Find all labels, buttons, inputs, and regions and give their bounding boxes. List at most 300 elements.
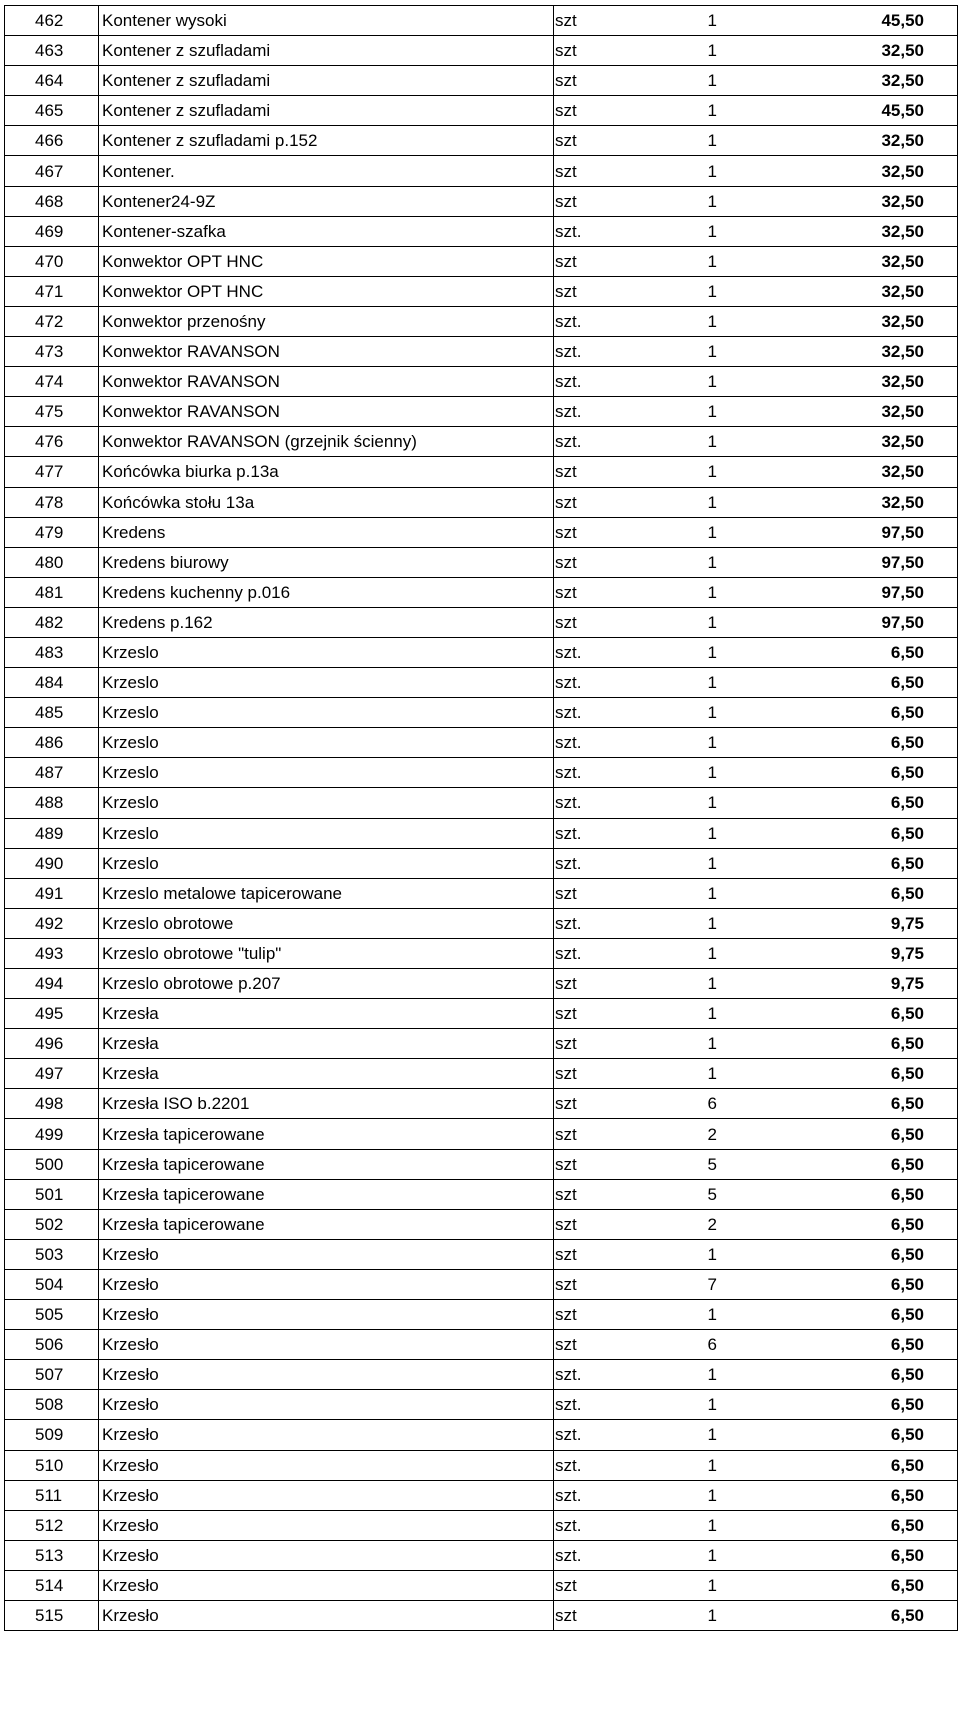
item-name-cell: Krzesło — [99, 1420, 554, 1450]
price-cell: 6,50 — [777, 1330, 958, 1360]
item-name-cell: Krzeslo — [99, 788, 554, 818]
price-cell: 6,50 — [777, 1390, 958, 1420]
price-cell: 32,50 — [777, 397, 958, 427]
item-name-cell: Kredens biurowy — [99, 547, 554, 577]
price-cell: 32,50 — [777, 246, 958, 276]
table-row — [5, 36, 958, 66]
inventory-table-body — [5, 6, 958, 1631]
item-name-cell: Krzeslo — [99, 758, 554, 788]
row-number-cell: 488 — [5, 788, 99, 818]
quantity-cell: 1 — [651, 637, 777, 667]
price-cell: 32,50 — [777, 156, 958, 186]
quantity-cell: 1 — [651, 577, 777, 607]
item-name-cell: Konwektor OPT HNC — [99, 246, 554, 276]
table-row — [5, 427, 958, 457]
row-number-cell: 500 — [5, 1149, 99, 1179]
item-name-cell: Kredens — [99, 517, 554, 547]
price-cell: 32,50 — [777, 337, 958, 367]
item-name-cell: Konwektor RAVANSON — [99, 367, 554, 397]
unit-cell: szt. — [554, 216, 651, 246]
row-number-cell: 474 — [5, 367, 99, 397]
row-number-cell: 476 — [5, 427, 99, 457]
row-number-cell: 486 — [5, 728, 99, 758]
price-cell: 45,50 — [777, 96, 958, 126]
table-row — [5, 1269, 958, 1299]
table-row — [5, 758, 958, 788]
item-name-cell: Krzesło — [99, 1450, 554, 1480]
unit-cell: szt — [554, 1300, 651, 1330]
item-name-cell: Kontener z szufladami — [99, 36, 554, 66]
row-number-cell: 491 — [5, 878, 99, 908]
table-row — [5, 1390, 958, 1420]
table-row — [5, 1360, 958, 1390]
item-name-cell: Kontener24-9Z — [99, 186, 554, 216]
quantity-cell: 6 — [651, 1330, 777, 1360]
item-name-cell: Krzeslo obrotowe p.207 — [99, 969, 554, 999]
quantity-cell: 1 — [651, 36, 777, 66]
row-number-cell: 472 — [5, 306, 99, 336]
table-row — [5, 1540, 958, 1570]
table-row — [5, 908, 958, 938]
table-row — [5, 1480, 958, 1510]
quantity-cell: 1 — [651, 938, 777, 968]
price-cell: 6,50 — [777, 637, 958, 667]
table-row — [5, 96, 958, 126]
unit-cell: szt — [554, 457, 651, 487]
row-number-cell: 509 — [5, 1420, 99, 1450]
price-cell: 6,50 — [777, 788, 958, 818]
unit-cell: szt. — [554, 637, 651, 667]
quantity-cell: 1 — [651, 457, 777, 487]
price-cell: 97,50 — [777, 607, 958, 637]
quantity-cell: 1 — [651, 66, 777, 96]
quantity-cell: 5 — [651, 1149, 777, 1179]
item-name-cell: Kredens p.162 — [99, 607, 554, 637]
price-cell: 6,50 — [777, 1179, 958, 1209]
quantity-cell: 1 — [651, 758, 777, 788]
price-cell: 6,50 — [777, 1059, 958, 1089]
table-row — [5, 1089, 958, 1119]
row-number-cell: 515 — [5, 1600, 99, 1630]
table-row — [5, 1059, 958, 1089]
row-number-cell: 468 — [5, 186, 99, 216]
quantity-cell: 1 — [651, 1480, 777, 1510]
price-cell: 32,50 — [777, 487, 958, 517]
price-cell: 6,50 — [777, 1269, 958, 1299]
row-number-cell: 467 — [5, 156, 99, 186]
price-cell: 32,50 — [777, 216, 958, 246]
unit-cell: szt — [554, 276, 651, 306]
unit-cell: szt — [554, 6, 651, 36]
price-cell: 97,50 — [777, 547, 958, 577]
table-row — [5, 577, 958, 607]
item-name-cell: Krzesło — [99, 1300, 554, 1330]
item-name-cell: Konwektor OPT HNC — [99, 276, 554, 306]
quantity-cell: 1 — [651, 848, 777, 878]
row-number-cell: 485 — [5, 698, 99, 728]
table-row — [5, 637, 958, 667]
price-cell: 6,50 — [777, 1089, 958, 1119]
item-name-cell: Krzesła tapicerowane — [99, 1179, 554, 1209]
quantity-cell: 1 — [651, 607, 777, 637]
row-number-cell: 506 — [5, 1330, 99, 1360]
price-cell: 6,50 — [777, 1480, 958, 1510]
quantity-cell: 1 — [651, 246, 777, 276]
table-row — [5, 1300, 958, 1330]
unit-cell: szt. — [554, 1360, 651, 1390]
quantity-cell: 5 — [651, 1179, 777, 1209]
unit-cell: szt — [554, 36, 651, 66]
unit-cell: szt. — [554, 1510, 651, 1540]
item-name-cell: Krzesło — [99, 1360, 554, 1390]
table-row — [5, 547, 958, 577]
table-row — [5, 698, 958, 728]
quantity-cell: 1 — [651, 969, 777, 999]
unit-cell: szt — [554, 577, 651, 607]
price-cell: 32,50 — [777, 276, 958, 306]
item-name-cell: Krzesła tapicerowane — [99, 1119, 554, 1149]
quantity-cell: 1 — [651, 517, 777, 547]
quantity-cell: 1 — [651, 1300, 777, 1330]
item-name-cell: Krzeslo — [99, 668, 554, 698]
price-cell: 97,50 — [777, 577, 958, 607]
unit-cell: szt — [554, 969, 651, 999]
row-number-cell: 470 — [5, 246, 99, 276]
row-number-cell: 504 — [5, 1269, 99, 1299]
quantity-cell: 1 — [651, 1450, 777, 1480]
quantity-cell: 1 — [651, 306, 777, 336]
row-number-cell: 508 — [5, 1390, 99, 1420]
price-cell: 6,50 — [777, 698, 958, 728]
unit-cell: szt. — [554, 818, 651, 848]
table-row — [5, 818, 958, 848]
item-name-cell: Krzesła — [99, 1029, 554, 1059]
quantity-cell: 2 — [651, 1209, 777, 1239]
quantity-cell: 1 — [651, 1540, 777, 1570]
quantity-cell: 1 — [651, 1239, 777, 1269]
unit-cell: szt. — [554, 698, 651, 728]
table-row — [5, 1209, 958, 1239]
item-name-cell: Krzesła ISO b.2201 — [99, 1089, 554, 1119]
table-row — [5, 788, 958, 818]
quantity-cell: 7 — [651, 1269, 777, 1299]
unit-cell: szt. — [554, 306, 651, 336]
price-cell: 6,50 — [777, 1119, 958, 1149]
row-number-cell: 511 — [5, 1480, 99, 1510]
quantity-cell: 1 — [651, 547, 777, 577]
unit-cell: szt — [554, 1570, 651, 1600]
item-name-cell: Krzesła — [99, 999, 554, 1029]
item-name-cell: Kontener-szafka — [99, 216, 554, 246]
inventory-table — [4, 5, 958, 1631]
row-number-cell: 480 — [5, 547, 99, 577]
unit-cell: szt — [554, 547, 651, 577]
unit-cell: szt — [554, 186, 651, 216]
price-cell: 6,50 — [777, 1239, 958, 1269]
row-number-cell: 505 — [5, 1300, 99, 1330]
quantity-cell: 1 — [651, 487, 777, 517]
row-number-cell: 471 — [5, 276, 99, 306]
price-cell: 6,50 — [777, 818, 958, 848]
row-number-cell: 478 — [5, 487, 99, 517]
row-number-cell: 481 — [5, 577, 99, 607]
unit-cell: szt — [554, 156, 651, 186]
quantity-cell: 1 — [651, 1420, 777, 1450]
unit-cell: szt — [554, 1059, 651, 1089]
row-number-cell: 477 — [5, 457, 99, 487]
item-name-cell: Krzesło — [99, 1269, 554, 1299]
row-number-cell: 510 — [5, 1450, 99, 1480]
row-number-cell: 514 — [5, 1570, 99, 1600]
item-name-cell: Końcówka biurka p.13a — [99, 457, 554, 487]
unit-cell: szt. — [554, 367, 651, 397]
unit-cell: szt — [554, 1209, 651, 1239]
unit-cell: szt — [554, 246, 651, 276]
item-name-cell: Kontener. — [99, 156, 554, 186]
table-row — [5, 487, 958, 517]
price-cell: 6,50 — [777, 1540, 958, 1570]
row-number-cell: 512 — [5, 1510, 99, 1540]
unit-cell: szt — [554, 999, 651, 1029]
unit-cell: szt — [554, 1239, 651, 1269]
row-number-cell: 462 — [5, 6, 99, 36]
table-row — [5, 1149, 958, 1179]
price-cell: 32,50 — [777, 427, 958, 457]
unit-cell: szt — [554, 1119, 651, 1149]
quantity-cell: 1 — [651, 96, 777, 126]
table-row — [5, 367, 958, 397]
table-row — [5, 728, 958, 758]
item-name-cell: Krzeslo obrotowe — [99, 908, 554, 938]
table-row — [5, 397, 958, 427]
row-number-cell: 492 — [5, 908, 99, 938]
price-cell: 6,50 — [777, 728, 958, 758]
table-row — [5, 156, 958, 186]
row-number-cell: 463 — [5, 36, 99, 66]
quantity-cell: 1 — [651, 367, 777, 397]
unit-cell: szt — [554, 1600, 651, 1630]
row-number-cell: 501 — [5, 1179, 99, 1209]
unit-cell: szt — [554, 487, 651, 517]
row-number-cell: 507 — [5, 1360, 99, 1390]
quantity-cell: 1 — [651, 126, 777, 156]
table-row — [5, 607, 958, 637]
quantity-cell: 1 — [651, 216, 777, 246]
quantity-cell: 1 — [651, 999, 777, 1029]
table-row — [5, 1420, 958, 1450]
table-row — [5, 848, 958, 878]
item-name-cell: Krzeslo — [99, 848, 554, 878]
item-name-cell: Krzesła tapicerowane — [99, 1209, 554, 1239]
item-name-cell: Krzeslo — [99, 818, 554, 848]
quantity-cell: 1 — [651, 878, 777, 908]
table-row — [5, 457, 958, 487]
row-number-cell: 479 — [5, 517, 99, 547]
table-row — [5, 6, 958, 36]
quantity-cell: 1 — [651, 156, 777, 186]
row-number-cell: 469 — [5, 216, 99, 246]
unit-cell: szt. — [554, 668, 651, 698]
unit-cell: szt — [554, 126, 651, 156]
unit-cell: szt — [554, 96, 651, 126]
quantity-cell: 1 — [651, 1390, 777, 1420]
quantity-cell: 1 — [651, 788, 777, 818]
item-name-cell: Konwektor RAVANSON — [99, 397, 554, 427]
row-number-cell: 502 — [5, 1209, 99, 1239]
item-name-cell: Krzesło — [99, 1239, 554, 1269]
row-number-cell: 473 — [5, 337, 99, 367]
item-name-cell: Kontener z szufladami — [99, 66, 554, 96]
unit-cell: szt — [554, 1089, 651, 1119]
price-cell: 6,50 — [777, 999, 958, 1029]
row-number-cell: 487 — [5, 758, 99, 788]
item-name-cell: Krzesło — [99, 1540, 554, 1570]
price-cell: 32,50 — [777, 66, 958, 96]
table-row — [5, 1330, 958, 1360]
table-row — [5, 66, 958, 96]
price-cell: 6,50 — [777, 1149, 958, 1179]
item-name-cell: Kontener z szufladami p.152 — [99, 126, 554, 156]
price-cell: 97,50 — [777, 517, 958, 547]
table-row — [5, 1029, 958, 1059]
table-row — [5, 246, 958, 276]
quantity-cell: 1 — [651, 1059, 777, 1089]
table-row — [5, 1510, 958, 1540]
item-name-cell: Krzeslo — [99, 728, 554, 758]
table-row — [5, 1179, 958, 1209]
table-row — [5, 969, 958, 999]
item-name-cell: Końcówka stołu 13a — [99, 487, 554, 517]
price-cell: 9,75 — [777, 938, 958, 968]
quantity-cell: 1 — [651, 728, 777, 758]
quantity-cell: 1 — [651, 908, 777, 938]
quantity-cell: 1 — [651, 1029, 777, 1059]
item-name-cell: Krzesło — [99, 1390, 554, 1420]
row-number-cell: 489 — [5, 818, 99, 848]
item-name-cell: Kredens kuchenny p.016 — [99, 577, 554, 607]
quantity-cell: 1 — [651, 818, 777, 848]
item-name-cell: Konwektor RAVANSON (grzejnik ścienny) — [99, 427, 554, 457]
unit-cell: szt — [554, 1269, 651, 1299]
unit-cell: szt. — [554, 427, 651, 457]
item-name-cell: Krzeslo obrotowe "tulip" — [99, 938, 554, 968]
price-cell: 6,50 — [777, 1570, 958, 1600]
quantity-cell: 2 — [651, 1119, 777, 1149]
price-cell: 45,50 — [777, 6, 958, 36]
price-cell: 32,50 — [777, 306, 958, 336]
unit-cell: szt. — [554, 1480, 651, 1510]
item-name-cell: Kontener z szufladami — [99, 96, 554, 126]
item-name-cell: Konwektor RAVANSON — [99, 337, 554, 367]
table-row — [5, 1239, 958, 1269]
unit-cell: szt. — [554, 728, 651, 758]
price-cell: 6,50 — [777, 1510, 958, 1540]
quantity-cell: 1 — [651, 6, 777, 36]
unit-cell: szt. — [554, 397, 651, 427]
unit-cell: szt. — [554, 908, 651, 938]
table-row — [5, 306, 958, 336]
quantity-cell: 1 — [651, 186, 777, 216]
table-row — [5, 126, 958, 156]
item-name-cell: Krzesła tapicerowane — [99, 1149, 554, 1179]
price-cell: 6,50 — [777, 1209, 958, 1239]
price-cell: 6,50 — [777, 878, 958, 908]
table-row — [5, 938, 958, 968]
table-row — [5, 1119, 958, 1149]
quantity-cell: 1 — [651, 1570, 777, 1600]
row-number-cell: 494 — [5, 969, 99, 999]
table-row — [5, 1600, 958, 1630]
quantity-cell: 1 — [651, 397, 777, 427]
quantity-cell: 1 — [651, 1360, 777, 1390]
row-number-cell: 484 — [5, 668, 99, 698]
table-row — [5, 216, 958, 246]
unit-cell: szt. — [554, 758, 651, 788]
row-number-cell: 464 — [5, 66, 99, 96]
item-name-cell: Krzesło — [99, 1600, 554, 1630]
row-number-cell: 503 — [5, 1239, 99, 1269]
unit-cell: szt. — [554, 1390, 651, 1420]
row-number-cell: 466 — [5, 126, 99, 156]
row-number-cell: 483 — [5, 637, 99, 667]
item-name-cell: Krzesło — [99, 1330, 554, 1360]
quantity-cell: 6 — [651, 1089, 777, 1119]
table-row — [5, 186, 958, 216]
price-cell: 6,50 — [777, 1450, 958, 1480]
table-row — [5, 878, 958, 908]
item-name-cell: Kontener wysoki — [99, 6, 554, 36]
item-name-cell: Krzesła — [99, 1059, 554, 1089]
price-cell: 6,50 — [777, 758, 958, 788]
unit-cell: szt — [554, 517, 651, 547]
quantity-cell: 1 — [651, 698, 777, 728]
unit-cell: szt. — [554, 1420, 651, 1450]
unit-cell: szt — [554, 1179, 651, 1209]
quantity-cell: 1 — [651, 1600, 777, 1630]
price-cell: 6,50 — [777, 1600, 958, 1630]
row-number-cell: 493 — [5, 938, 99, 968]
price-cell: 9,75 — [777, 969, 958, 999]
unit-cell: szt — [554, 66, 651, 96]
price-cell: 32,50 — [777, 126, 958, 156]
quantity-cell: 1 — [651, 337, 777, 367]
unit-cell: szt. — [554, 337, 651, 367]
row-number-cell: 496 — [5, 1029, 99, 1059]
quantity-cell: 1 — [651, 1510, 777, 1540]
table-row — [5, 999, 958, 1029]
price-cell: 6,50 — [777, 1300, 958, 1330]
price-cell: 6,50 — [777, 1360, 958, 1390]
item-name-cell: Krzeslo — [99, 698, 554, 728]
price-cell: 6,50 — [777, 1029, 958, 1059]
price-cell: 32,50 — [777, 457, 958, 487]
price-cell: 32,50 — [777, 186, 958, 216]
row-number-cell: 499 — [5, 1119, 99, 1149]
unit-cell: szt. — [554, 788, 651, 818]
unit-cell: szt — [554, 607, 651, 637]
row-number-cell: 513 — [5, 1540, 99, 1570]
row-number-cell: 482 — [5, 607, 99, 637]
unit-cell: szt. — [554, 1450, 651, 1480]
quantity-cell: 1 — [651, 276, 777, 306]
table-row — [5, 668, 958, 698]
price-cell: 6,50 — [777, 1420, 958, 1450]
unit-cell: szt. — [554, 938, 651, 968]
row-number-cell: 475 — [5, 397, 99, 427]
item-name-cell: Krzeslo — [99, 637, 554, 667]
unit-cell: szt — [554, 878, 651, 908]
row-number-cell: 490 — [5, 848, 99, 878]
